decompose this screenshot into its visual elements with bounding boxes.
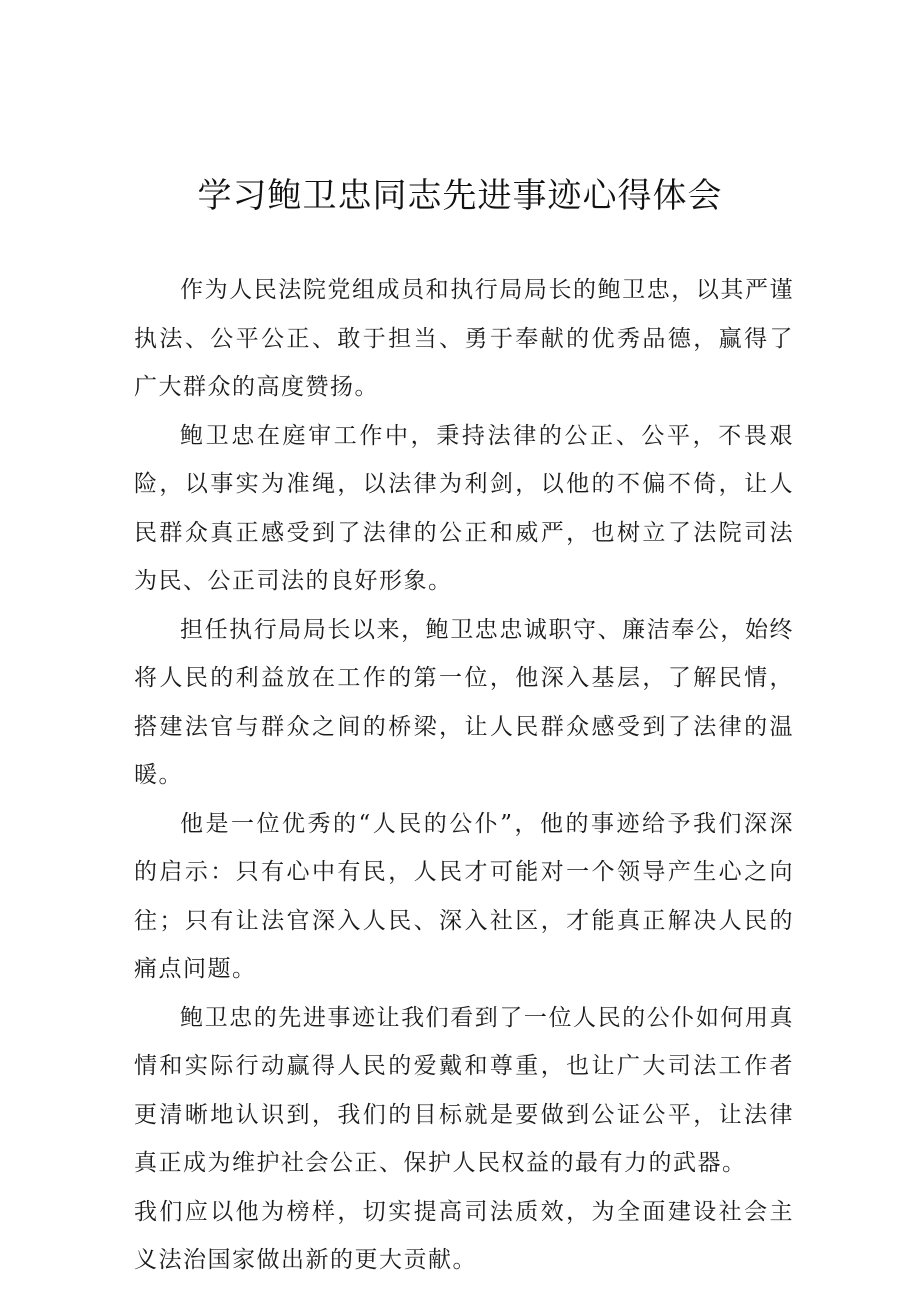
paragraph-2: 鲍卫忠在庭审工作中，秉持法律的公正、公平，不畏艰险，以事实为准绳，以法律为利剑，以他的不偏不倚，让人民群众真正感受到了法律的公正和威严，也树立了法院司法为民、公正司法的良好形象。 [134, 422, 794, 594]
paragraph-4: 他是一位优秀的“人民的公仆”，他的事迹给予我们深深的启示：只有心中有民，人民才可能对一个领导产生心之向往；只有让法官深入人民、深入社区，才能真正解决人民的痛点问题。 [134, 810, 794, 982]
paragraph-1: 作为人民法院党组成员和执行局局长的鲍卫忠，以其严谨执法、公平公正、敢于担当、勇于奉献的优秀品德，赢得了广大群众的高度赞扬。 [134, 277, 794, 400]
paragraph-6: 我们应以他为榜样，切实提高司法质效，为全面建设社会主义法治国家做出新的更大贡献。 [134, 1198, 794, 1273]
document-title: 学习鲍卫忠同志先进事迹心得体会 [197, 176, 723, 216]
paragraph-3: 担任执行局局长以来，鲍卫忠忠诚职守、廉洁奉公，始终将人民的利益放在工作的第一位，他深入基层，了解民情，搭建法官与群众之间的桥梁，让人民群众感受到了法律的温暖。 [134, 616, 794, 788]
paragraph-5: 鲍卫忠的先进事迹让我们看到了一位人民的公仆如何用真情和实际行动赢得人民的爱戴和尊重，也让广大司法工作者更清晰地认识到，我们的目标就是要做到公证公平，让法律真正成为维护社会公正、保护人民权益的最有力的武器。 [134, 1004, 794, 1176]
document-body [134, 266, 794, 1285]
